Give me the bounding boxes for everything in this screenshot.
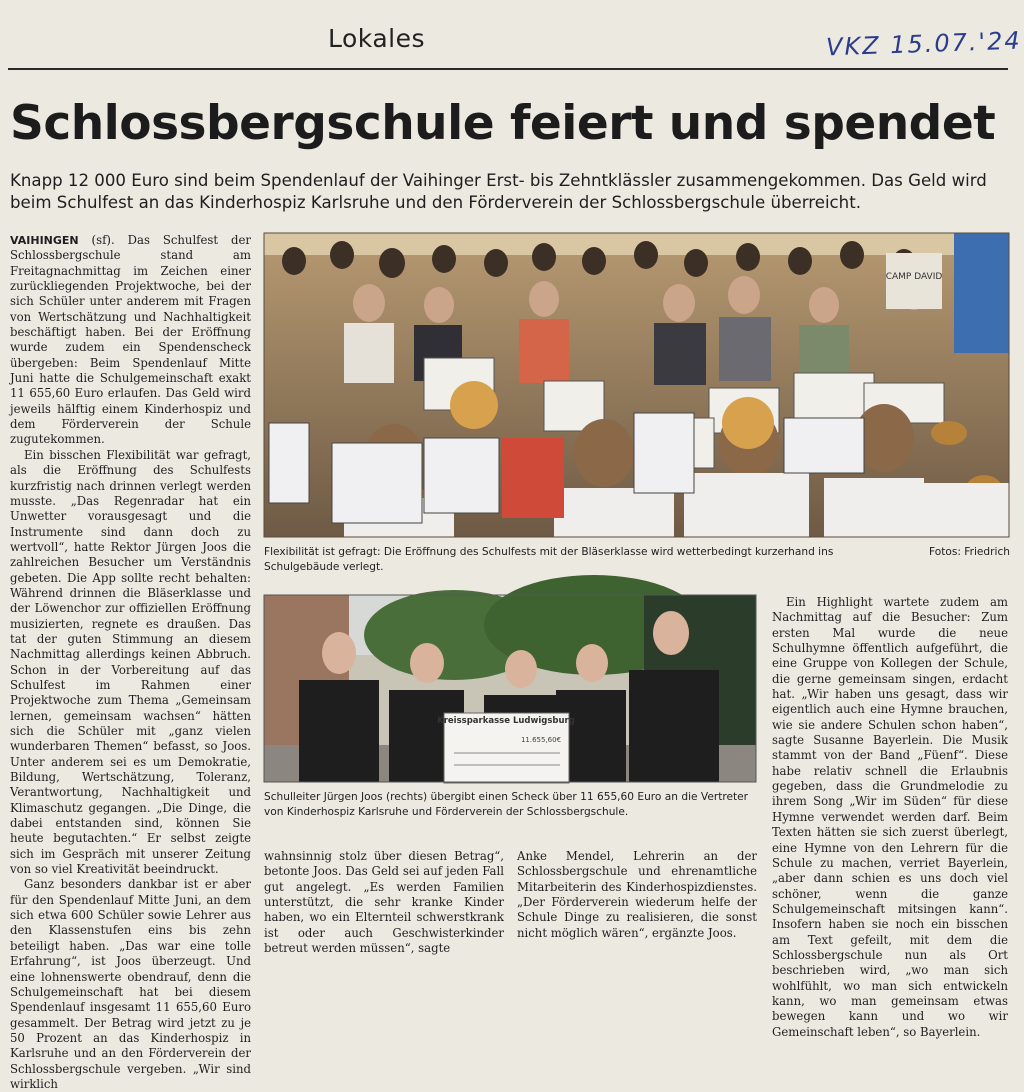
lead-paragraph: Knapp 12 000 Euro sind beim Spendenlauf der Vaihinger Erst- bis Zehntklässler zusammengekommen. Das Geld wird beim Schulfest an das Kinderhospiz Karlsruhe und den Förderverein der Schlossbergschule überreicht.	[10, 171, 987, 212]
article-column-4: Ein Highlight wartete zudem am Nachmittag auf die Besucher: Zum ersten Mal wurde die neue Schulhymne öffentlich aufgeführt, die eine Gruppe von Kollegen der Schule, die gerne gemeinsam singen, erdacht hat. „Wir haben uns gesagt, dass wir eigentlich auch eine Hymne brauchen, wie sie andere Schulen schon haben“, sagte Susanne Bayerlein. Die Musik stammt von der Band „Füenf“. Diese habe relativ schnell die Erlaubnis gegeben, dass die Grundmelodie zu ihrem Song „Wir im Süden“ für diese Hymne verwendet werden darf. Beim Texten hätten sie sich zuerst überlegt, eine Hymne von den Lehrern für die Schule zu machen, verriet Bayerlein, „aber dann schien es uns doch viel schöner, wenn die ganze Schulgemeinschaft mitsingen kann“. Insofern haben sie noch ein bisschen am Text gefeilt, mit dem die Schlossbergschule nun als Ort beschrieben wird, „wo man sich wohlfühlt, wo man sich entwickeln kann, wo man gemeinsam etwas bewegen kann und wo wir Gemeinschaft leben“, so Bayerlein.	[772, 595, 1008, 1039]
paragraph-2: Ein bisschen Flexibilität war gefragt, als die Eröffnung des Schulfests kurzfristig nach drinnen verlegt werden musste. „Das Regenradar hat ein Unwetter vorausgesagt und die Instrumente sind dann doch zu wertvoll“, hatte Rektor Jürgen Joos die zahlreichen Besucher um Verständnis gebeten. Die App sollte recht behalten: Während drinnen die Bläserklasse und der Löwenchor zur offiziellen Eröffnung musizierten, regnete es draußen. Das tat der guten Stimmung an diesem Nachmittag allerdings keinen Abbruch. Schon in der Vorbereitung auf das Schulfest im Rahmen einer Projektwoche zum Thema „Gemeinsam lernen, gemeinsam wachsen“ hätten sich die Schüler mit „ganz vielen wunderbaren Themen“ befasst, so Joos. Unter anderem sei es um Demokratie, Bildung, Wertschätzung, Toleranz, Verantwortung, Nachhaltigkeit und Klimaschutz gegangen. „Die Dinge, die dabei entstanden sind, können Sie heute begutachten.“ Er selbst zeigte sich im Gespräch mit unserer Zeitung von so viel Kreativität beeindruckt.	[10, 447, 251, 877]
cheque-amount: 11.655,60€	[520, 736, 562, 744]
paragraph-3: Ganz besonders dankbar ist er aber für den Spendenlauf Mitte Juni, an dem sich etwa 600 Schüler sowie Lehrer aus den Klassenstufen eins bis zehn beteiligt haben. „Das war eine tolle Erfahrung“, ist Joos überzeugt. Und eine lohnenswerte obendrauf, denn die Schulgemeinschaft hat bei diesem Spendenlauf insgesamt 11 655,60 Euro gesammelt. Der Betrag wird jetzt zu je 50 Prozent an das Kinderhospiz in Karlsruhe und an den Förderverein der Schlossbergschule vergeben. „Wir sind wirklich	[10, 877, 251, 1091]
article-column-2: wahnsinnig stolz über diesen Betrag“, betonte Joos. Das Geld sei auf jeden Fall gut angelegt. „Es werden Familien unterstützt, die sehr kranke Kinder haben, wo ein Elternteil schwerstkrank ist oder auch Geschwisterkinder betreut werden müssen“, sagte	[264, 849, 504, 956]
photo-band-concert	[264, 233, 1009, 537]
section-title: Lokales	[328, 24, 425, 53]
handwritten-date: VKZ 15.07.'24	[825, 26, 1023, 62]
article-column-3: Anke Mendel, Lehrerin an der Schlossbergschule und ehrenamtliche Mitarbeiterin des Kinderhospizdienstes. „Der Förderverein wiederum helfe der Schule Dinge zu realisieren, die sonst nicht möglich wären“, ergänzte Joos.	[517, 849, 757, 940]
shirt-print: CAMP DAVID	[885, 272, 943, 282]
photo1-caption: Flexibilität ist gefragt: Die Eröffnung des Schulfests mit der Bläserklasse wird wetterbedingt kurzerhand ins Schulgebäude verlegt.	[264, 546, 834, 573]
photo2-caption: Schulleiter Jürgen Joos (rechts) übergibt einen Scheck über 11 655,60 Euro an die Vertreter von Kinderhospiz Karlsruhe und Förderverein der Schlossbergschule.	[264, 791, 749, 818]
photo-cheque-handover	[264, 595, 756, 782]
header-rule	[8, 68, 1008, 70]
photo1-credit: Fotos: Friedrich	[929, 546, 1010, 558]
dateline: VAIHINGEN	[10, 234, 79, 247]
headline: Schlossbergschule feiert und spendet	[10, 96, 996, 151]
cheque-bank: Kreissparkasse Ludwigsburg	[437, 716, 575, 726]
article-column-1	[10, 233, 251, 1091]
paragraph-1: VAIHINGEN (sf). Das Schulfest der Schlossbergschule stand am Freitagnachmittag im Zeichen einer zurückliegenden Projektwoche, bei der sich Schüler unter anderem mit Fragen von Wertschätzung und Nachhaltigkeit beschäftigt haben. Bei der Eröffnung wurde zudem ein Spendenscheck übergeben: Beim Spendenlauf Mitte Juni hatte die Schulgemeinschaft exakt 11 655,60 Euro erlaufen. Das Geld wird jeweils hälftig einem Kinderhospiz und dem Förderverein der Schule zugutekommen.	[10, 233, 251, 447]
